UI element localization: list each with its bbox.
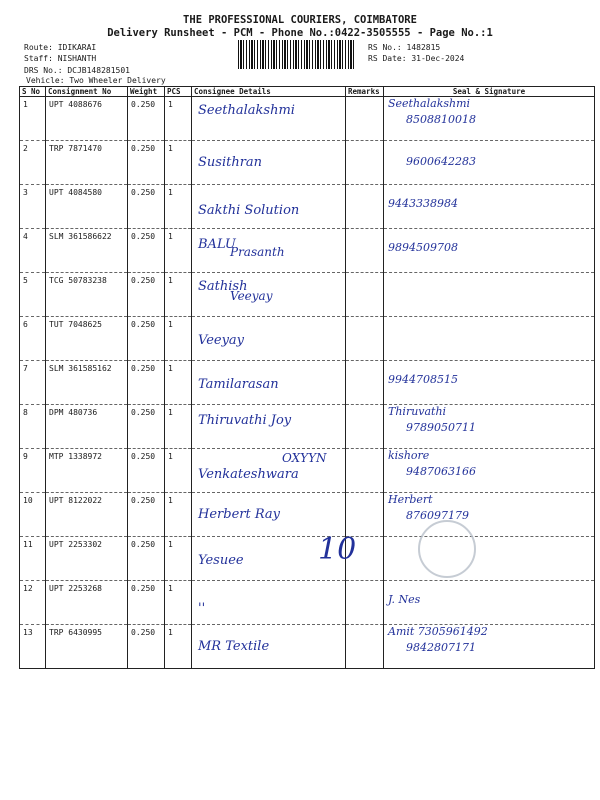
seal-signature bbox=[384, 449, 595, 493]
signature-phone: 9487063166 bbox=[406, 465, 476, 478]
weight: 0.250 bbox=[128, 537, 165, 581]
remarks bbox=[346, 449, 384, 493]
drs-number: DRS No.: DCJB148281501 bbox=[24, 66, 130, 75]
staff-label: Staff: NISHANTH bbox=[24, 54, 97, 63]
rs-number: RS No.: 1482815 bbox=[368, 43, 441, 52]
weight: 0.250 bbox=[128, 449, 165, 493]
consignee-name: Thiruvathi Joy bbox=[198, 413, 292, 428]
seal-signature bbox=[384, 361, 595, 405]
runsheet-table bbox=[19, 86, 595, 669]
serial-number: 13 bbox=[20, 625, 46, 669]
seal-signature bbox=[384, 273, 595, 317]
pieces: 1 bbox=[165, 141, 192, 185]
consignee-name: Sathish bbox=[198, 279, 248, 294]
seal-signature bbox=[384, 185, 595, 229]
consignee-name-extra: OXYYN bbox=[282, 451, 327, 465]
seal-signature bbox=[384, 97, 595, 141]
table-row bbox=[20, 185, 595, 229]
pieces: 1 bbox=[165, 317, 192, 361]
weight: 0.250 bbox=[128, 317, 165, 361]
consignee-name: Veeyay bbox=[198, 333, 245, 348]
seal-signature bbox=[384, 405, 595, 449]
signature-text: Herbert bbox=[388, 493, 433, 506]
serial-number: 3 bbox=[20, 185, 46, 229]
consignee-name: MR Textile bbox=[198, 639, 270, 654]
remarks bbox=[346, 97, 384, 141]
signature-phone: 9789050711 bbox=[406, 421, 476, 434]
consignment-number: UPT 2253302 bbox=[46, 537, 128, 581]
consignee-name: Venkateshwara bbox=[198, 467, 299, 482]
consignment-number: SLM 361586622 bbox=[46, 229, 128, 273]
remarks bbox=[346, 273, 384, 317]
consignment-number: UPT 8122022 bbox=[46, 493, 128, 537]
route-label: Route: IDIKARAI bbox=[24, 43, 97, 52]
seal-stamp bbox=[418, 520, 476, 578]
table-row bbox=[20, 273, 595, 317]
serial-number: 4 bbox=[20, 229, 46, 273]
col-header-consignee: Consignee Details bbox=[192, 87, 346, 97]
weight: 0.250 bbox=[128, 229, 165, 273]
table-row bbox=[20, 537, 595, 581]
consignee-name-extra: Prasanth bbox=[230, 245, 285, 259]
remarks bbox=[346, 625, 384, 669]
signature-phone: 8508810018 bbox=[406, 113, 476, 126]
consignee-details bbox=[192, 273, 346, 317]
weight: 0.250 bbox=[128, 141, 165, 185]
serial-number: 2 bbox=[20, 141, 46, 185]
signature-text: Thiruvathi bbox=[388, 405, 447, 418]
weight: 0.250 bbox=[128, 273, 165, 317]
pieces: 1 bbox=[165, 361, 192, 405]
consignee-name: Sakthi Solution bbox=[198, 203, 300, 218]
consignee-details bbox=[192, 317, 346, 361]
table-row bbox=[20, 317, 595, 361]
consignee-name: Tamilarasan bbox=[198, 377, 279, 392]
signature-text: J. Nes bbox=[388, 593, 421, 606]
consignee-name: Herbert Ray bbox=[198, 507, 281, 522]
consignment-number: TUT 7048625 bbox=[46, 317, 128, 361]
consignee-name: Susithran bbox=[198, 155, 263, 170]
consignee-name: '' bbox=[198, 601, 206, 616]
signature-text: 9894509708 bbox=[388, 241, 458, 254]
col-header-signature: Seal & Signature bbox=[384, 87, 595, 97]
pieces: 1 bbox=[165, 449, 192, 493]
handwritten-annotation: 10 bbox=[318, 532, 357, 567]
remarks bbox=[346, 361, 384, 405]
courier-company-title: THE PROFESSIONAL COURIERS, COIMBATORE bbox=[183, 14, 417, 26]
table-header-row bbox=[20, 87, 595, 97]
consignee-details bbox=[192, 581, 346, 625]
vehicle-label: Vehicle: Two Wheeler Delivery bbox=[26, 76, 166, 85]
signature-text: kishore bbox=[388, 449, 430, 462]
weight: 0.250 bbox=[128, 493, 165, 537]
consignee-details bbox=[192, 141, 346, 185]
remarks bbox=[346, 581, 384, 625]
consignee-details bbox=[192, 493, 346, 537]
col-header-remarks: Remarks bbox=[346, 87, 384, 97]
consignment-number: MTP 1338972 bbox=[46, 449, 128, 493]
table-row bbox=[20, 581, 595, 625]
signature-phone: 9600642283 bbox=[406, 155, 476, 168]
weight: 0.250 bbox=[128, 405, 165, 449]
pieces: 1 bbox=[165, 581, 192, 625]
consignee-details bbox=[192, 97, 346, 141]
consignment-number: TRP 6430995 bbox=[46, 625, 128, 669]
serial-number: 1 bbox=[20, 97, 46, 141]
signature-phone: 9842807171 bbox=[406, 641, 476, 654]
serial-number: 12 bbox=[20, 581, 46, 625]
serial-number: 6 bbox=[20, 317, 46, 361]
remarks bbox=[346, 317, 384, 361]
col-header-consignment: Consignment No bbox=[46, 87, 128, 97]
consignment-number: UPT 4084580 bbox=[46, 185, 128, 229]
pieces: 1 bbox=[165, 185, 192, 229]
consignee-details bbox=[192, 625, 346, 669]
signature-text: Seethalakshmi bbox=[388, 97, 471, 110]
rs-date: RS Date: 31-Dec-2024 bbox=[368, 54, 465, 63]
weight: 0.250 bbox=[128, 361, 165, 405]
pieces: 1 bbox=[165, 405, 192, 449]
consignment-number: TCG 50783238 bbox=[46, 273, 128, 317]
consignee-details bbox=[192, 185, 346, 229]
seal-signature bbox=[384, 229, 595, 273]
table-row bbox=[20, 97, 595, 141]
seal-signature bbox=[384, 625, 595, 669]
consignee-name-extra: Veeyay bbox=[230, 289, 273, 303]
remarks bbox=[346, 405, 384, 449]
seal-signature bbox=[384, 493, 595, 537]
table-row bbox=[20, 361, 595, 405]
seal-signature bbox=[384, 581, 595, 625]
signature-text: 9443338984 bbox=[388, 197, 458, 210]
table-row bbox=[20, 405, 595, 449]
remarks bbox=[346, 229, 384, 273]
consignee-details bbox=[192, 449, 346, 493]
consignment-number: SLM 361585162 bbox=[46, 361, 128, 405]
consignment-number: TRP 7871470 bbox=[46, 141, 128, 185]
weight: 0.250 bbox=[128, 581, 165, 625]
runsheet-subtitle: Delivery Runsheet - PCM - Phone No.:0422-3505555 - Page No.:1 bbox=[107, 27, 493, 39]
pieces: 1 bbox=[165, 537, 192, 581]
serial-number: 8 bbox=[20, 405, 46, 449]
col-header-weight: Weight bbox=[128, 87, 165, 97]
pieces: 1 bbox=[165, 493, 192, 537]
serial-number: 10 bbox=[20, 493, 46, 537]
consignment-number: UPT 2253268 bbox=[46, 581, 128, 625]
consignment-number: DPM 480736 bbox=[46, 405, 128, 449]
consignee-name: Seethalakshmi bbox=[198, 103, 295, 118]
consignee-details bbox=[192, 361, 346, 405]
remarks bbox=[346, 493, 384, 537]
barcode bbox=[238, 40, 356, 69]
table-row bbox=[20, 229, 595, 273]
table-row bbox=[20, 449, 595, 493]
col-header-sno: S No bbox=[20, 87, 46, 97]
table-row bbox=[20, 141, 595, 185]
table-row bbox=[20, 493, 595, 537]
pieces: 1 bbox=[165, 625, 192, 669]
serial-number: 9 bbox=[20, 449, 46, 493]
serial-number: 11 bbox=[20, 537, 46, 581]
weight: 0.250 bbox=[128, 185, 165, 229]
serial-number: 5 bbox=[20, 273, 46, 317]
remarks bbox=[346, 185, 384, 229]
seal-signature bbox=[384, 141, 595, 185]
consignment-number: UPT 4088676 bbox=[46, 97, 128, 141]
consignee-details bbox=[192, 229, 346, 273]
consignee-name: Yesuee bbox=[198, 553, 244, 568]
col-header-pcs: PCS bbox=[165, 87, 192, 97]
pieces: 1 bbox=[165, 229, 192, 273]
seal-signature bbox=[384, 317, 595, 361]
seal-signature bbox=[384, 537, 595, 581]
serial-number: 7 bbox=[20, 361, 46, 405]
signature-text: 9944708515 bbox=[388, 373, 458, 386]
weight: 0.250 bbox=[128, 625, 165, 669]
weight: 0.250 bbox=[128, 97, 165, 141]
signature-phone: 876097179 bbox=[406, 509, 469, 522]
consignee-details bbox=[192, 405, 346, 449]
signature-text: Amit 7305961492 bbox=[388, 625, 488, 638]
pieces: 1 bbox=[165, 273, 192, 317]
table-row bbox=[20, 625, 595, 669]
pieces: 1 bbox=[165, 97, 192, 141]
remarks bbox=[346, 141, 384, 185]
consignee-name: BALU bbox=[198, 237, 236, 252]
